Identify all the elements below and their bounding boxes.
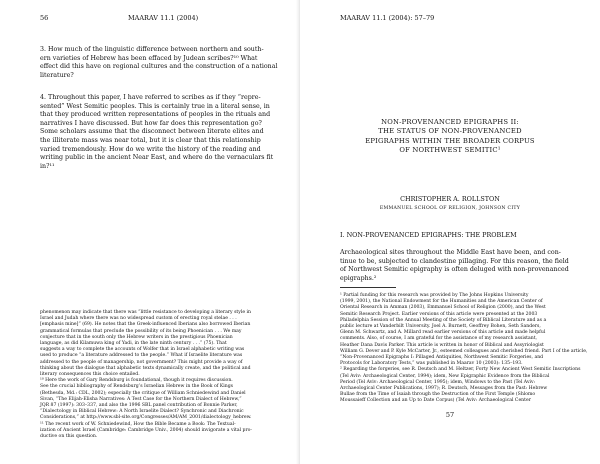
footnote-line: Period (Tel Aviv: Archaeological Center, 1995); idem, Windows to the Past (Tel Aviv:: [340, 379, 536, 385]
footnote-line: Israel and Judah where there was no widespread custom of erecting royal stelae . . .: [40, 316, 237, 322]
footnote-line: conjecture that in the south only the Hebrew writers in the prestigious Phoenician: [40, 334, 233, 340]
footnote-line: language, as did Kilamuwa king of Yadi, in the late ninth century . . .” (75). That: [40, 341, 227, 347]
footnote-line: literary consequences this choice entailed.: [40, 372, 140, 378]
text-line: 4. Throughout this paper, I have referred to scribes as if they “repre-: [40, 94, 261, 101]
footnote-line: Archaeological Center Publications, 1997); R. Deutsch, Messages from the Past: Hebrew: [340, 386, 548, 392]
article-title: [300, 118, 600, 156]
text-line: of Northwest Semitic epigraphy is often deluged with non-provenanced: [340, 266, 569, 274]
footnote-line: public lecture at Vanderbilt University. Joel A. Burnett, Geoffrey Bohen, Seth Sanders,: [340, 324, 541, 330]
footnote-line: “Dialectology in Biblical Hebrew: A North Israelite Dialect? Synchronic and Diachronic: [40, 409, 244, 415]
right-running-head: MAARAV 11.1 (2004): 57–79: [340, 14, 435, 22]
right-page-number: 57: [445, 411, 455, 419]
text-line: writing public in the ancient Near East, and where do the vernaculars fit: [40, 154, 274, 162]
left-page-number: 56: [40, 14, 49, 22]
footnote-line: [emphasis mine]” (69). He notes that the Greek-influenced Iberians also borrowed Iberian: [40, 322, 251, 328]
text-line: epigraphs.²: [340, 274, 377, 282]
footnote-line: Bullae from the Time of Isaiah through the Destruction of the First Temple (Shlomo: [340, 392, 536, 398]
footnote-rule: [340, 287, 396, 288]
text-line: sented” West Semitic peoples. This is certainly true in a literal sense, in: [40, 102, 270, 110]
footnote-line: ductive on this question.: [40, 434, 98, 440]
footnote-line: Semitic Research Project. Earlier versions of this article were presented at the 2003: [340, 311, 538, 317]
footnote-line: Glenn M. Schwartz, and A. Millard read earlier versions of this article and made helpful: [340, 330, 546, 336]
footnote-line: (1999, 2001), the National Endowment for the Humanities and the American Center of: [340, 299, 543, 305]
right-page: [300, 0, 600, 464]
right-footnotes: [340, 293, 588, 405]
text-line: varied tremendously. How do we write the history of the reading and: [40, 145, 261, 153]
footnote-line: Oriental Research in Amman (2003), Emmanuel School of Religion (2000), and the West: [340, 305, 546, 311]
footnote-line: Moussaieff Collection and an Up to Date Corpus) (Tel Aviv: Archaeological Center: [340, 398, 531, 404]
text-line: narratives I have discussed. But how far does this representation go?: [40, 119, 262, 127]
footnote-line: (Tel Aviv: Archaeological Center, 1994); idem, New Epigraphic Evidence from the Biblical: [340, 373, 550, 379]
footnote-line: (Bethesda, Md.: CDL, 2002); especially the critique of William Schniedewind and Daniel: [40, 390, 246, 396]
body-paragraph: [340, 249, 569, 283]
author-name: CHRISTOPHER A. ROLLSTON: [400, 195, 500, 203]
text-line: Some scholars assume that the disconnect between literate elites and: [40, 128, 264, 136]
footnote-line: comments. Also, of course, I am grateful for the assistance of my research assistant,: [340, 336, 538, 342]
title-line: THE STATUS OF NON-PROVENANCED: [378, 127, 522, 136]
author-affiliation: EMMANUEL SCHOOL OF RELIGION, JOHNSON CITY: [379, 206, 521, 211]
footnote-line: grammatical formulas that preclude the possibility of its being Phoenician . . . We may: [40, 328, 242, 334]
footnote-line: See the crucial bibliography of Rendsburg’s Israelian Hebrew in the Book of Kings: [40, 384, 234, 390]
footnote-line: ization of Ancient Israel (Cambridge: Cambridge Univ., 2004) should invigorate a vital pro-: [40, 427, 252, 433]
footnote-line: addressed to the people of managership, not government? This might provide a way of: [40, 359, 243, 365]
text-line: Archaeological sites throughout the Middle East have been, and con-: [340, 249, 561, 256]
footnote-line: Heather Dana Davis Parker. This article is written in honor of Biblical and Assyriologist: [340, 342, 544, 348]
footnote-line: used to produce “a literature addressed to the people.” What if Israelite literature was: [40, 353, 243, 359]
text-line: effect did this have on regional cultures and the construction of a national: [40, 63, 278, 71]
title-line: EPIGRAPHS WITHIN THE BROADER CORPUS: [365, 136, 535, 145]
footnote-line: thinking about the dialogue that alphabetic texts dynamically create, and the political and: [40, 365, 251, 371]
text-line: ern varieties of Hebrew has been effaced by Judean scribes?¹⁰ What: [40, 54, 258, 62]
footnote-line: William G. Dever and P. Kyle McCarter, Jr., esteemed colleagues and cherished friend. Part I of the article,: [340, 348, 588, 354]
title-line: NON-PROVENANCED EPIGRAPHS II:: [381, 118, 519, 126]
text-line: that they produced written representations of peoples in the rituals and: [40, 111, 271, 119]
title-line: OF NORTHWEST SEMITIC¹: [399, 146, 501, 155]
footnote-line: Protocols for Laboratory Tests,” was published in Maarav 10 (2003): 135–193.: [340, 361, 523, 367]
section-heading: I. NON-PROVENANCED EPIGRAPHS: THE PROBLEM: [340, 231, 517, 239]
text-line: literature?: [40, 71, 74, 79]
left-running-head: MAARAV 11.1 (2004): [128, 14, 199, 22]
footnote-line: Sivan, “The Elijah-Elisha Narratives: A Test Case for the Northern Dialect of Hebrew,”: [40, 396, 242, 402]
text-line: 3. How much of the linguistic difference between northern and south-: [40, 46, 264, 53]
footnote-line: ¹¹ The recent work of W. Schniedewind, How the Bible Became a Book: The Textual-: [40, 421, 236, 427]
footnote-line: ² Regarding the forgeries, see R. Deutsch and M. Heltzer, Forty New Ancient West Semitic Inscriptions: [340, 367, 581, 373]
footnote-line: Philadelphia Session of the Annual Meeting of the Society of Biblical Literature and as a: [340, 317, 547, 323]
item-3-paragraph: [40, 46, 278, 80]
footnote-line: “Non-Provenanced Epigraphs I: Pillaged Antiquities, Northwest Semitic Forgeries, and: [340, 355, 544, 361]
footnote-line: ¹ Partial funding for this research was provided by The Johns Hopkins University: [340, 293, 529, 298]
item-4-paragraph: [40, 94, 274, 171]
footnote-line: suggests a way to complete the accounts of Wolfer that in Israel alphabetic writing was: [40, 347, 245, 353]
footnote-line: Considerations,” at http://www.sbl-site.org/Congresses/AM/AM_2001/dialectology_hebrew.: [40, 415, 252, 421]
footnote-line: phenomenon may indicate that there was “little resistance to developing a literary style in: [40, 310, 251, 315]
text-line: in?¹¹: [40, 162, 55, 170]
left-footnotes: [40, 310, 262, 440]
text-line: tinue to be, subjected to clandestine pillaging. For this reason, the field: [340, 257, 569, 265]
text-line: the illiterate mass was near total, but it is clear that this relationship: [40, 136, 261, 144]
footnote-line: ¹⁰ Here the work of Gary Rendsburg is foundational, though it requires discussion.: [40, 378, 233, 384]
footnote-line: JQR 87 (1997): 303–337, and also the 1996 SBL panel contribution of Bonnie Parker,: [40, 403, 238, 409]
